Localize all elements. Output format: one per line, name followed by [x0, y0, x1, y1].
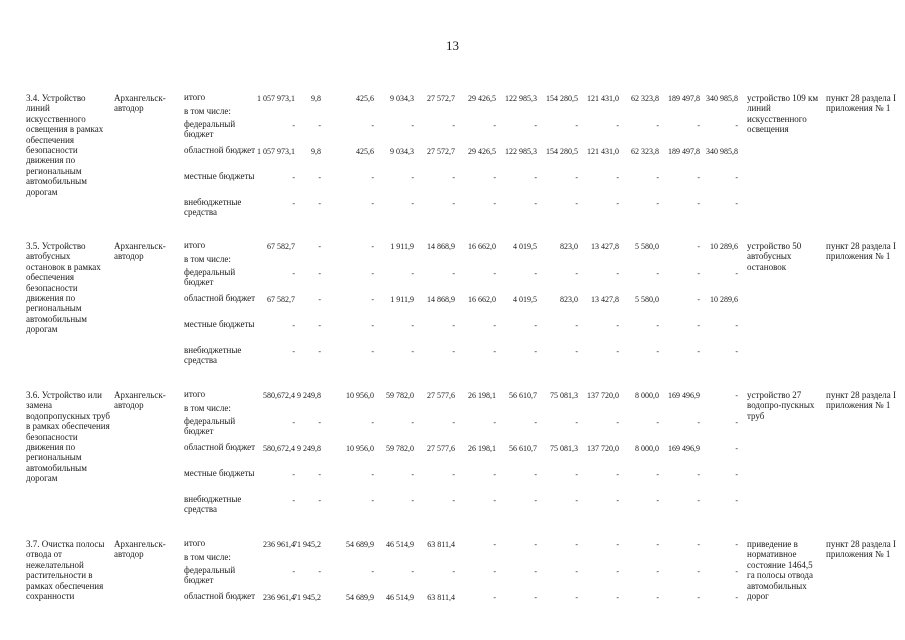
amount-cell: -	[318, 321, 321, 330]
amount-cell: 9 034,3	[390, 147, 414, 156]
program-item	[0, 539, 905, 640]
amount-cell: -	[493, 567, 496, 576]
amount-cell: 46 514,9	[386, 540, 414, 549]
amount-cell: 8 000,0	[635, 444, 659, 453]
amount-cell: -	[616, 321, 619, 330]
amount-cell: -	[371, 121, 374, 130]
amount-cell: 425,6	[356, 94, 374, 103]
amount-cell: -	[575, 593, 578, 602]
amount-cell: 67 582,7	[267, 295, 295, 304]
amount-cell: 26 198,1	[468, 391, 496, 400]
funding-source: местные бюджеты	[184, 171, 255, 181]
amount-cell: -	[493, 347, 496, 356]
amount-cell: 56 610,7	[509, 444, 537, 453]
amount-cell: 62 323,8	[631, 147, 659, 156]
amount-cell: 9,8	[311, 147, 321, 156]
funding-source: итого	[184, 539, 206, 548]
amount-cell: -	[534, 418, 537, 427]
amount-cell: 27 577,6	[427, 391, 455, 400]
amount-cell: -	[697, 418, 700, 427]
amount-cell: 62 323,8	[631, 94, 659, 103]
amount-cell: 122 985,3	[505, 147, 537, 156]
amount-cell: -	[656, 269, 659, 278]
amount-cell: -	[292, 199, 295, 208]
amount-cell: 10 289,6	[710, 295, 738, 304]
amount-cell: -	[575, 269, 578, 278]
reference: пункт 28 раздела I приложения № 1	[826, 93, 897, 114]
funding-source: федеральный бюджет	[184, 565, 236, 585]
executor: Архангельск-автодор	[114, 539, 166, 560]
amount-cell: 823,0	[560, 295, 578, 304]
amount-cell: -	[411, 173, 414, 182]
amount-cell: -	[318, 496, 321, 505]
amount-cell: -	[656, 418, 659, 427]
amount-cell: -	[656, 347, 659, 356]
amount-cell: -	[292, 269, 295, 278]
amount-cell: -	[697, 121, 700, 130]
expected-result: устройство 50 автобусных остановок	[747, 241, 802, 272]
amount-cell: -	[534, 567, 537, 576]
amount-cell: -	[493, 540, 496, 549]
amount-cell: 75 081,3	[550, 391, 578, 400]
amount-cell: -	[411, 199, 414, 208]
amount-cell: -	[318, 418, 321, 427]
amount-cell: -	[452, 269, 455, 278]
amount-cell: -	[616, 540, 619, 549]
amount-cell: 154 280,5	[546, 147, 578, 156]
amount-cell: -	[318, 121, 321, 130]
amount-cell: -	[318, 242, 321, 251]
amount-cell: -	[411, 418, 414, 427]
amount-cell: -	[616, 269, 619, 278]
funding-source: в том числе:	[184, 552, 231, 562]
amount-cell: 340 985,8	[706, 147, 738, 156]
amount-cell: 63 811,4	[427, 540, 455, 549]
amount-cell: -	[575, 321, 578, 330]
amount-cell: 46 514,9	[386, 593, 414, 602]
amount-cell: -	[575, 418, 578, 427]
amount-cell: -	[616, 470, 619, 479]
funding-source: местные бюджеты	[184, 319, 255, 329]
amount-cell: -	[452, 199, 455, 208]
amount-cell: -	[371, 295, 374, 304]
amount-cell: -	[575, 121, 578, 130]
amount-cell: -	[411, 470, 414, 479]
amount-cell: 580,672,4	[263, 391, 295, 400]
amount-cell: 154 280,5	[546, 94, 578, 103]
funding-source: областной бюджет	[184, 293, 256, 303]
amount-cell: -	[371, 173, 374, 182]
amount-cell: -	[616, 567, 619, 576]
amount-cell: -	[493, 593, 496, 602]
amount-cell: -	[575, 496, 578, 505]
amount-cell: -	[697, 269, 700, 278]
expected-result: устройство 27 водопро-пускных труб	[747, 390, 815, 421]
amount-cell: 71 945,2	[293, 593, 321, 602]
amount-cell: -	[292, 121, 295, 130]
amount-cell: -	[292, 470, 295, 479]
amount-cell: 189 497,8	[668, 147, 700, 156]
funding-source: федеральный бюджет	[184, 267, 236, 287]
amount-cell: -	[292, 321, 295, 330]
amount-cell: 9,8	[311, 94, 321, 103]
amount-cell: -	[735, 496, 738, 505]
program-item	[0, 390, 905, 530]
amount-cell: -	[616, 496, 619, 505]
amount-cell: 236 961,4	[263, 593, 295, 602]
amount-cell: 14 868,9	[427, 295, 455, 304]
amount-cell: 27 572,7	[427, 94, 455, 103]
amount-cell: -	[735, 321, 738, 330]
amount-cell: -	[534, 496, 537, 505]
amount-cell: -	[697, 567, 700, 576]
expected-result: устройство 109 км линий искусственного освещения	[747, 93, 819, 135]
amount-cell: -	[697, 199, 700, 208]
amount-cell: 169 496,9	[668, 444, 700, 453]
amount-cell: -	[411, 567, 414, 576]
amount-cell: -	[575, 199, 578, 208]
amount-cell: -	[656, 496, 659, 505]
amount-cell: -	[493, 321, 496, 330]
amount-cell: -	[493, 418, 496, 427]
amount-cell: -	[371, 496, 374, 505]
activity-name: 3.6. Устройство или замена водопропускных труб в рамках обеспечения безопасности движения по региональным автомобильным дорогам	[26, 390, 111, 484]
amount-cell: 27 577,6	[427, 444, 455, 453]
amount-cell: -	[493, 269, 496, 278]
amount-cell: 137 720,0	[587, 391, 619, 400]
funding-source: областной бюджет	[184, 591, 256, 601]
amount-cell: 10 956,0	[346, 391, 374, 400]
amount-cell: 16 662,0	[468, 242, 496, 251]
amount-cell: 10 289,6	[710, 242, 738, 251]
amount-cell: 8 000,0	[635, 391, 659, 400]
amount-cell: 5 580,0	[635, 295, 659, 304]
amount-cell: -	[616, 199, 619, 208]
amount-cell: 4 019,5	[513, 295, 537, 304]
amount-cell: -	[656, 470, 659, 479]
executor: Архангельск-автодор	[114, 241, 166, 262]
amount-cell: -	[656, 567, 659, 576]
amount-cell: 236 961,4	[263, 540, 295, 549]
funding-source: внебюджетные средства	[184, 345, 242, 365]
executor: Архангельск-автодор	[114, 390, 166, 411]
amount-cell: -	[411, 269, 414, 278]
amount-cell: 189 497,8	[668, 94, 700, 103]
amount-cell: -	[534, 593, 537, 602]
amount-cell: -	[697, 347, 700, 356]
amount-cell: 14 868,9	[427, 242, 455, 251]
activity-name: 3.7. Очистка полосы отвода от нежелательной растительности в рамках обеспечения сохранности	[26, 539, 105, 602]
amount-cell: 10 956,0	[346, 444, 374, 453]
amount-cell: -	[735, 173, 738, 182]
amount-cell: -	[318, 347, 321, 356]
amount-cell: 75 081,3	[550, 444, 578, 453]
amount-cell: -	[697, 470, 700, 479]
amount-cell: 121 431,0	[587, 94, 619, 103]
amount-cell: -	[452, 496, 455, 505]
amount-cell: -	[735, 444, 738, 453]
funding-source: областной бюджет	[184, 145, 256, 155]
amount-cell: 67 582,7	[267, 242, 295, 251]
funding-source: внебюджетные средства	[184, 197, 242, 217]
amount-cell: -	[697, 242, 700, 251]
amount-cell: -	[371, 269, 374, 278]
reference: пункт 28 раздела I приложения № 1	[826, 241, 897, 262]
amount-cell: -	[411, 347, 414, 356]
amount-cell: -	[656, 540, 659, 549]
amount-cell: -	[318, 295, 321, 304]
amount-cell: -	[318, 269, 321, 278]
amount-cell: -	[371, 199, 374, 208]
amount-cell: -	[292, 496, 295, 505]
amount-cell: -	[371, 242, 374, 251]
amount-cell: 54 689,9	[346, 540, 374, 549]
funding-source: областной бюджет	[184, 442, 256, 452]
funding-source: итого	[184, 93, 206, 102]
amount-cell: 580,672,4	[263, 444, 295, 453]
amount-cell: -	[735, 470, 738, 479]
amount-cell: 54 689,9	[346, 593, 374, 602]
amount-cell: -	[452, 321, 455, 330]
amount-cell: 26 198,1	[468, 444, 496, 453]
amount-cell: -	[616, 173, 619, 182]
amount-cell: -	[697, 173, 700, 182]
amount-cell: -	[371, 347, 374, 356]
funding-source: итого	[184, 241, 206, 250]
amount-cell: -	[292, 418, 295, 427]
amount-cell: 71 945,2	[293, 540, 321, 549]
amount-cell: -	[493, 173, 496, 182]
amount-cell: 1 911,9	[390, 295, 414, 304]
amount-cell: -	[534, 470, 537, 479]
amount-cell: 29 426,5	[468, 147, 496, 156]
amount-cell: 1 911,9	[390, 242, 414, 251]
amount-cell: -	[318, 567, 321, 576]
amount-cell: -	[616, 347, 619, 356]
amount-cell: 4 019,5	[513, 242, 537, 251]
funding-source: федеральный бюджет	[184, 119, 236, 139]
amount-cell: -	[292, 347, 295, 356]
funding-source: в том числе:	[184, 254, 231, 264]
amount-cell: -	[493, 199, 496, 208]
amount-cell: -	[697, 295, 700, 304]
amount-cell: -	[656, 321, 659, 330]
amount-cell: 27 572,7	[427, 147, 455, 156]
amount-cell: -	[292, 567, 295, 576]
amount-cell: -	[534, 173, 537, 182]
amount-cell: 63 811,4	[427, 593, 455, 602]
amount-cell: -	[534, 269, 537, 278]
amount-cell: -	[697, 593, 700, 602]
amount-cell: -	[452, 470, 455, 479]
amount-cell: -	[534, 321, 537, 330]
amount-cell: 13 427,8	[591, 242, 619, 251]
amount-cell: -	[735, 418, 738, 427]
amount-cell: -	[493, 121, 496, 130]
funding-source: в том числе:	[184, 403, 231, 413]
amount-cell: -	[534, 121, 537, 130]
amount-cell: -	[735, 593, 738, 602]
amount-cell: -	[452, 121, 455, 130]
amount-cell: 59 782,0	[386, 444, 414, 453]
amount-cell: 1 057 973,1	[257, 94, 295, 103]
amount-cell: 56 610,7	[509, 391, 537, 400]
amount-cell: -	[575, 567, 578, 576]
amount-cell: 823,0	[560, 242, 578, 251]
amount-cell: 9 249,8	[297, 391, 321, 400]
amount-cell: -	[616, 418, 619, 427]
funding-source: местные бюджеты	[184, 468, 255, 478]
amount-cell: 122 985,3	[505, 94, 537, 103]
amount-cell: -	[411, 121, 414, 130]
amount-cell: -	[371, 321, 374, 330]
amount-cell: -	[735, 121, 738, 130]
amount-cell: -	[735, 199, 738, 208]
funding-source: федеральный бюджет	[184, 416, 236, 436]
amount-cell: -	[575, 173, 578, 182]
funding-source: внебюджетные средства	[184, 494, 242, 514]
amount-cell: -	[371, 567, 374, 576]
amount-cell: -	[656, 173, 659, 182]
activity-name: 3.4. Устройство линий искусственного освещения в рамках обеспечения безопасности движения по региональным автомобильным дорогам	[26, 93, 104, 197]
amount-cell: 1 057 973,1	[257, 147, 295, 156]
amount-cell: -	[452, 173, 455, 182]
amount-cell: 340 985,8	[706, 94, 738, 103]
amount-cell: -	[292, 173, 295, 182]
amount-cell: 9 249,8	[297, 444, 321, 453]
amount-cell: 9 034,3	[390, 94, 414, 103]
amount-cell: -	[656, 593, 659, 602]
amount-cell: -	[452, 347, 455, 356]
amount-cell: -	[534, 199, 537, 208]
amount-cell: -	[493, 496, 496, 505]
amount-cell: -	[411, 321, 414, 330]
amount-cell: -	[575, 347, 578, 356]
amount-cell: -	[735, 269, 738, 278]
reference: пункт 28 раздела I приложения № 1	[826, 539, 897, 560]
amount-cell: -	[616, 593, 619, 602]
amount-cell: -	[371, 418, 374, 427]
program-item	[0, 93, 905, 233]
amount-cell: -	[534, 347, 537, 356]
amount-cell: 137 720,0	[587, 444, 619, 453]
funding-source: в том числе:	[184, 106, 231, 116]
activity-name: 3.5. Устройство автобусных остановок в рамках обеспечения безопасности движения по региональным автомобильным дорогам	[26, 241, 101, 335]
amount-cell: -	[616, 121, 619, 130]
amount-cell: -	[735, 347, 738, 356]
reference: пункт 28 раздела I приложения № 1	[826, 390, 897, 411]
amount-cell: 29 426,5	[468, 94, 496, 103]
amount-cell: -	[452, 418, 455, 427]
amount-cell: -	[697, 540, 700, 549]
amount-cell: 121 431,0	[587, 147, 619, 156]
amount-cell: -	[575, 540, 578, 549]
amount-cell: -	[697, 496, 700, 505]
amount-cell: -	[697, 321, 700, 330]
amount-cell: 169 496,9	[668, 391, 700, 400]
amount-cell: -	[318, 199, 321, 208]
amount-cell: 59 782,0	[386, 391, 414, 400]
amount-cell: -	[735, 540, 738, 549]
amount-cell: -	[534, 540, 537, 549]
executor: Архангельск-автодор	[114, 93, 166, 114]
amount-cell: -	[656, 199, 659, 208]
amount-cell: 425,6	[356, 147, 374, 156]
amount-cell: 13 427,8	[591, 295, 619, 304]
amount-cell: -	[656, 121, 659, 130]
amount-cell: -	[318, 470, 321, 479]
page-number: 13	[446, 38, 459, 53]
amount-cell: -	[411, 496, 414, 505]
amount-cell: -	[318, 173, 321, 182]
program-item	[0, 241, 905, 381]
amount-cell: 16 662,0	[468, 295, 496, 304]
amount-cell: -	[735, 391, 738, 400]
amount-cell: -	[452, 567, 455, 576]
amount-cell: 5 580,0	[635, 242, 659, 251]
funding-source: итого	[184, 390, 206, 399]
amount-cell: -	[575, 470, 578, 479]
amount-cell: -	[735, 567, 738, 576]
amount-cell: -	[493, 470, 496, 479]
amount-cell: -	[371, 470, 374, 479]
expected-result: приведение в нормативное состояние 1464,5 га полосы отвода автомобильных дорог	[747, 539, 813, 602]
